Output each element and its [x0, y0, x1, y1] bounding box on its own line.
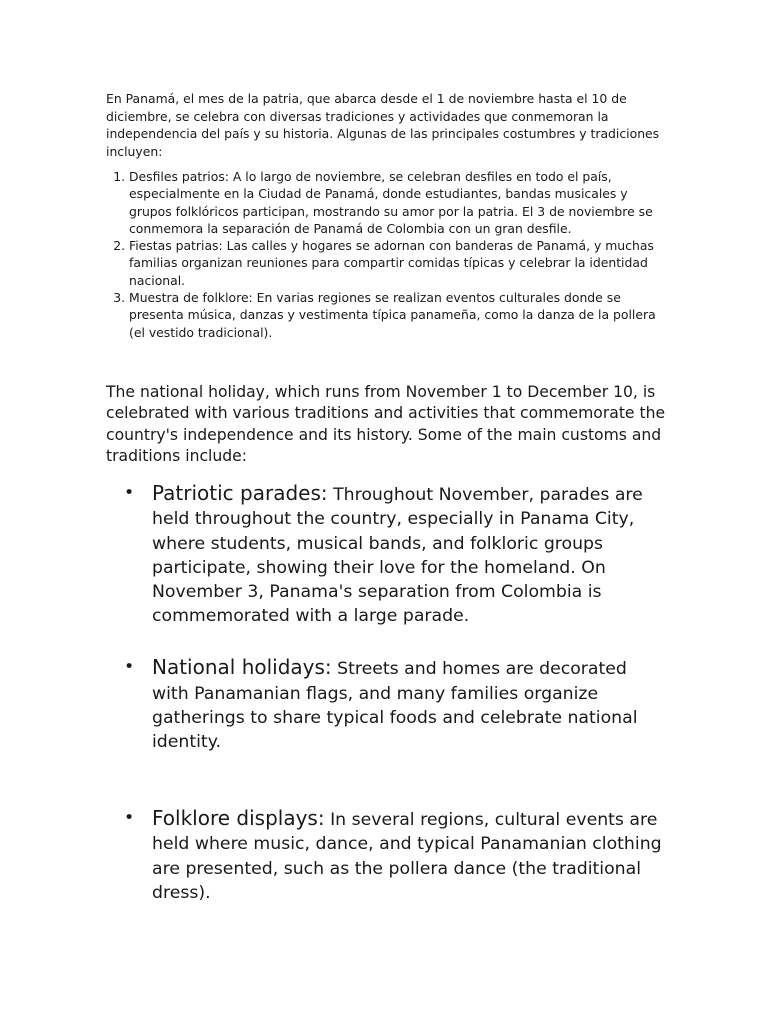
item-term: Folklore displays:: [152, 806, 325, 831]
spanish-list-item-fiestas: 2. Fiestas patrias: Las calles y hogares se adornan con banderas de Panamá, y muchas familias organizan reuniones para compartir comidas típicas y celebrar la identidad nacional.: [129, 237, 666, 289]
spanish-intro-paragraph: En Panamá, el mes de la patria, que abarca desde el 1 de noviembre hasta el 10 de diciembre, se celebra con diversas tradiciones y actividades que conmemoran la independencia del país y su historia. Algunas de las principales costumbres y tradiciones incluyen:: [106, 91, 660, 159]
item-term: National holidays:: [152, 655, 332, 680]
bullet-marker: •: [124, 483, 135, 504]
document-page: [106, 90, 666, 905]
item-description: Streets and homes are decorated with Panamanian flags, and many families organize gatherings to share typical foods and celebrate national identity.: [152, 659, 638, 752]
english-list-item-folklore: [106, 806, 666, 905]
item-description: In several regions, cultural events are held where music, dance, and typical Panamanian clothing are presented, such as the pollera dance (the traditional dress).: [152, 810, 662, 903]
spanish-list-item-desfiles: 1. Desfiles patrios: A lo largo de noviembre, se celebran desfiles en todo el país, especialmente en la Ciudad de Panamá, donde estudiantes, bandas musicales y grupos folklóricos participan, mostrando su amor por la patria. El 3 de noviembre se conmemora la separación de Panamá de Colombia con un gran desfile.: [129, 168, 666, 237]
spanish-traditions-list: [106, 168, 666, 341]
spanish-list-item-folklore: 3. Muestra de folklore: En varias regiones se realizan eventos culturales donde se presenta música, danzas y vestimenta típica panameña, como la danza de la pollera (el vestido tradicional).: [129, 289, 666, 341]
item-description: Throughout November, parades are held throughout the country, especially in Panama City, where students, musical bands, and folkloric groups participate, showing their love for the homeland. On November 3, Panama's separation from Colombia is commemorated with a large parade.: [152, 485, 643, 627]
english-list-item-holidays: [106, 655, 666, 754]
english-traditions-list: [106, 481, 666, 905]
bullet-marker: •: [124, 808, 135, 829]
english-list-item-parades: [106, 481, 666, 628]
bullet-marker: •: [124, 657, 135, 678]
item-term: Patriotic parades:: [152, 481, 328, 506]
english-intro-paragraph: The national holiday, which runs from November 1 to December 10, is celebrated with various traditions and activities that commemorate the country's independence and its history. Some of the main customs and traditions include:: [106, 382, 666, 465]
